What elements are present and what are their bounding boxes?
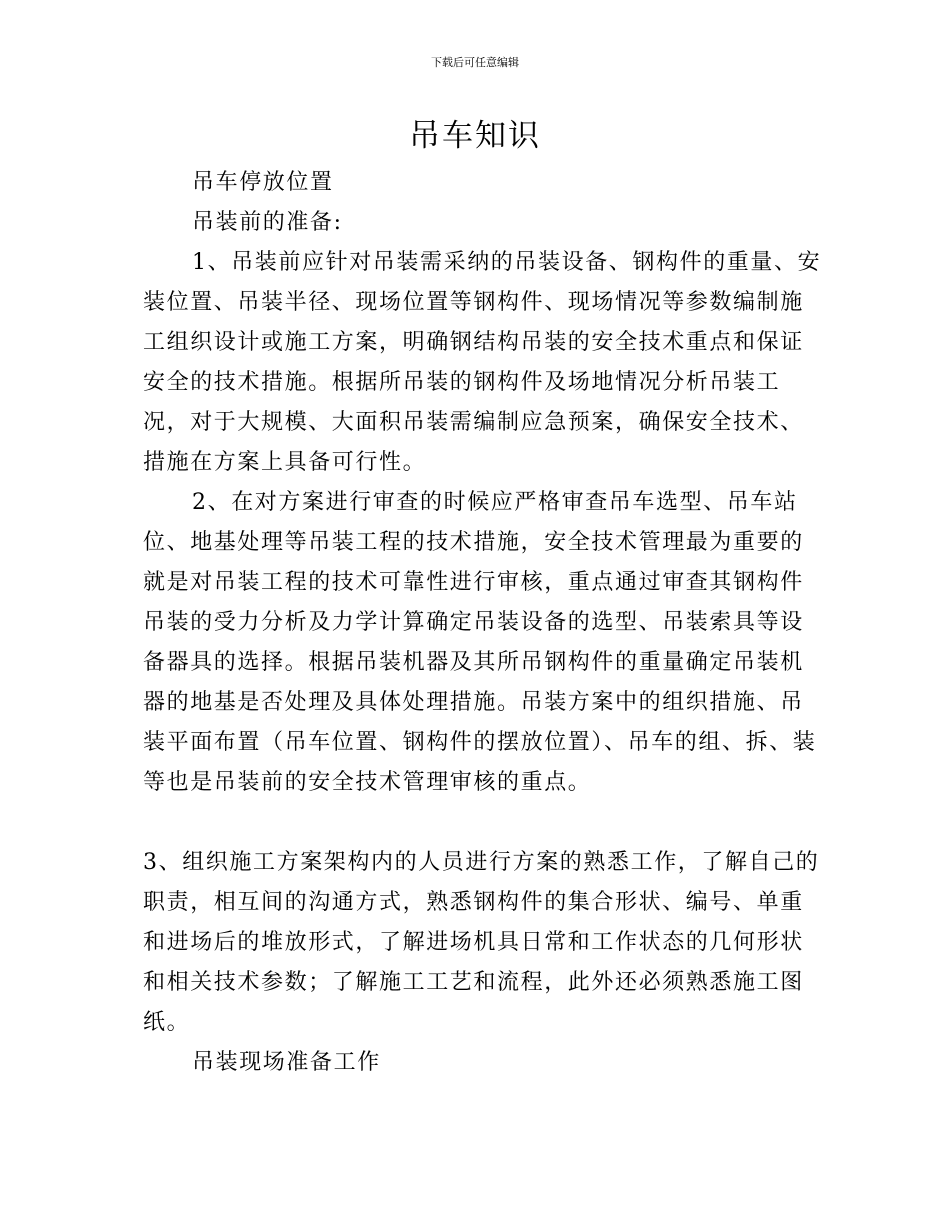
- paragraph-item-2: 2、在对方案进行审查的时候应严格审查吊车选型、吊车站位、地基处理等吊装工程的技术措施，安全技术管理最为重要的就是对吊装工程的技术可靠性进行审核，重点通过审查其钢构件吊装的受力分析及力学计算确定吊装设备的选型、吊装索具等设备器具的选择。根据吊装机器及其所吊钢构件的重量确定吊装机器的地基是否处理及具体处理措施。吊装方案中的组织措施、吊装平面布置（吊车位置、钢构件的摆放位置）、吊车的组、拆、装等也是吊装前的安全技术管理审核的重点。: [143, 490, 817, 795]
- paragraph-preparation-heading: 吊装前的准备:: [192, 210, 343, 235]
- document-body: [143, 163, 825, 1083]
- paragraph-item-3: 3、组织施工方案架构内的人员进行方案的熟悉工作，了解自己的职责，相互间的沟通方式，熟悉钢构件的集合形状、编号、单重和进场后的堆放形式，了解进场机具日常和工作状态的几何形状和相关技术参数；了解施工工艺和流程，此外还必须熟悉施工图纸。: [143, 850, 820, 1035]
- paragraph-crane-parking: 吊车停放位置: [192, 170, 334, 195]
- paragraph-item-1: 1、吊装前应针对吊装需采纳的吊装设备、钢构件的重量、安装位置、吊装半径、现场位置等钢构件、现场情况等参数编制施工组织设计或施工方案，明确钢结构吊装的安全技术重点和保证安全的技术措施。根据所吊装的钢构件及场地情况分析吊装工况，对于大规模、大面积吊装需编制应急预案，确保安全技术、措施在方案上具备可行性。: [143, 250, 822, 475]
- page-header: 下载后可任意编辑: [431, 56, 519, 69]
- document-title: 吊车知识: [409, 118, 541, 154]
- paragraph-site-preparation-heading: 吊装现场准备工作: [192, 1050, 381, 1075]
